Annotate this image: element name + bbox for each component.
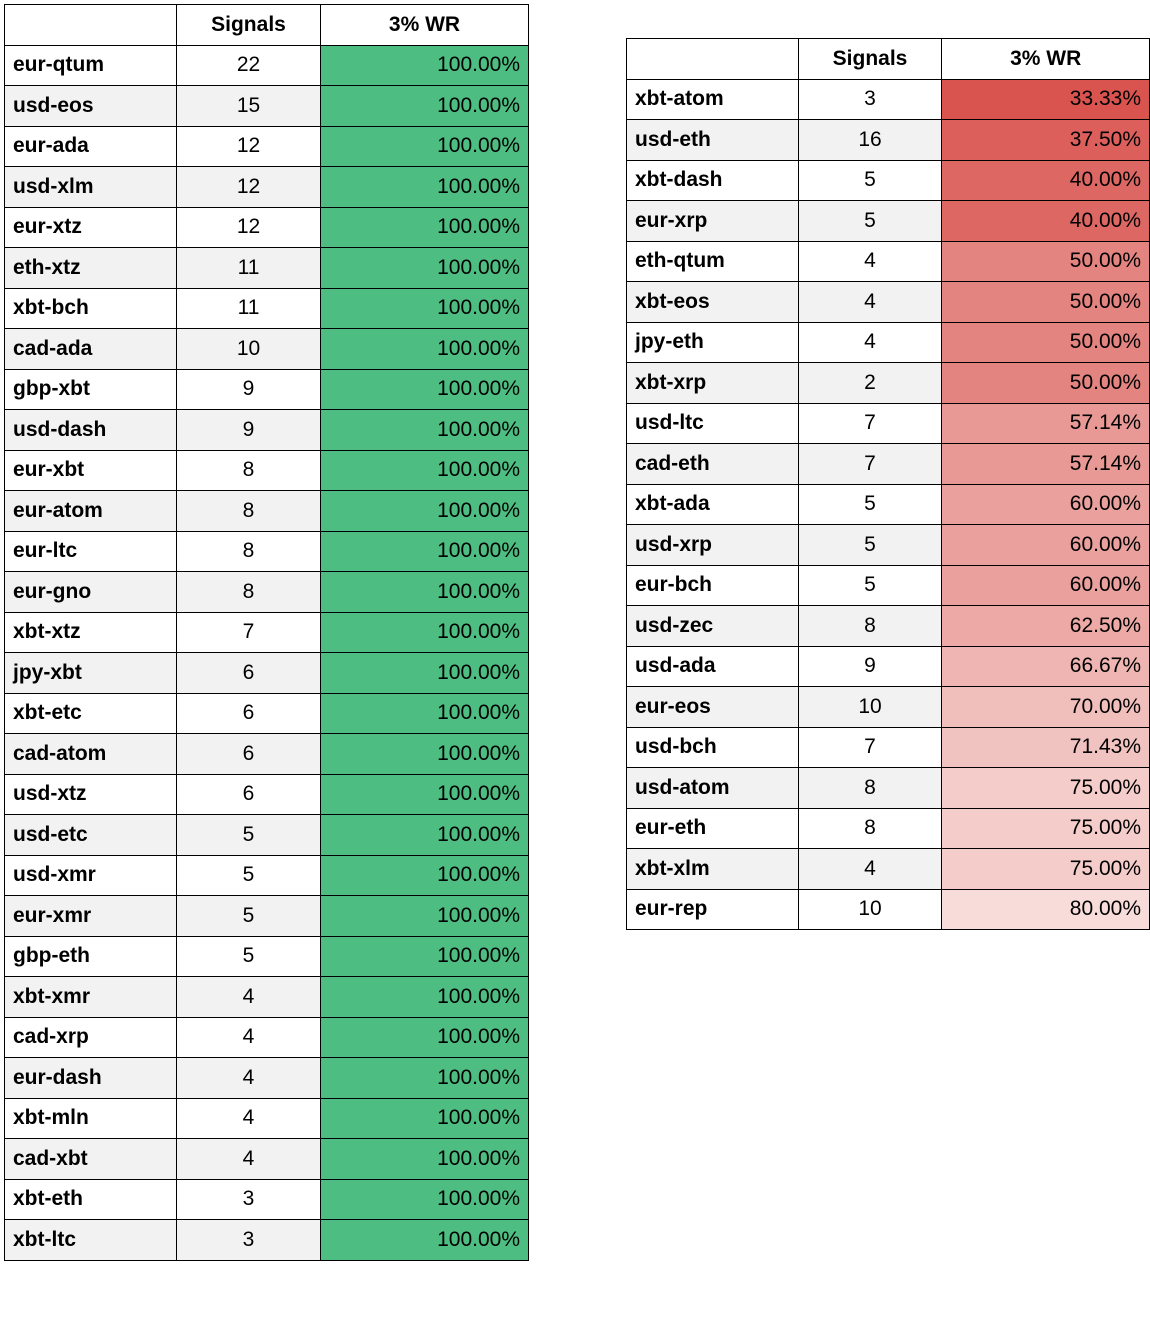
table-row <box>627 444 1150 485</box>
table-row <box>627 79 1150 120</box>
cell-signals: 5 <box>798 484 942 525</box>
cell-win-rate: 100.00% <box>321 855 529 896</box>
cell-pair: usd-ltc <box>627 403 799 444</box>
cell-signals: 11 <box>177 288 321 329</box>
cell-pair: cad-eth <box>627 444 799 485</box>
cell-win-rate: 75.00% <box>942 808 1150 849</box>
table-row <box>627 282 1150 323</box>
cell-pair: xbt-etc <box>5 693 177 734</box>
cell-pair: gbp-eth <box>5 936 177 977</box>
table-row <box>5 1179 529 1220</box>
cell-win-rate: 100.00% <box>321 936 529 977</box>
cell-signals: 6 <box>177 734 321 775</box>
table-row <box>627 646 1150 687</box>
table-row <box>5 734 529 775</box>
table-row <box>5 86 529 127</box>
table-row <box>5 896 529 937</box>
table-body <box>5 45 529 1260</box>
cell-win-rate: 100.00% <box>321 1058 529 1099</box>
cell-win-rate: 100.00% <box>321 1179 529 1220</box>
cell-pair: xbt-mln <box>5 1098 177 1139</box>
cell-pair: eur-atom <box>5 491 177 532</box>
cell-signals: 10 <box>177 329 321 370</box>
cell-pair: eur-eth <box>627 808 799 849</box>
cell-pair: eth-xtz <box>5 248 177 289</box>
cell-pair: cad-xrp <box>5 1017 177 1058</box>
cell-signals: 4 <box>798 282 942 323</box>
cell-pair: xbt-eos <box>627 282 799 323</box>
cell-signals: 5 <box>798 525 942 566</box>
cell-pair: eur-bch <box>627 565 799 606</box>
cell-pair: xbt-ada <box>627 484 799 525</box>
cell-pair: eur-eos <box>627 687 799 728</box>
table-row <box>5 572 529 613</box>
cell-pair: usd-eos <box>5 86 177 127</box>
cell-win-rate: 100.00% <box>321 167 529 208</box>
cell-pair: eur-ltc <box>5 531 177 572</box>
cell-signals: 12 <box>177 167 321 208</box>
cell-signals: 4 <box>798 849 942 890</box>
table-row <box>5 329 529 370</box>
cell-signals: 5 <box>798 201 942 242</box>
cell-signals: 7 <box>177 612 321 653</box>
cell-win-rate: 100.00% <box>321 612 529 653</box>
table-row <box>627 768 1150 809</box>
cell-signals: 8 <box>177 572 321 613</box>
cell-pair: eur-rep <box>627 889 799 930</box>
cell-pair: jpy-xbt <box>5 653 177 694</box>
cell-win-rate: 100.00% <box>321 248 529 289</box>
header-row <box>627 39 1150 80</box>
table-row <box>627 120 1150 161</box>
cell-win-rate: 100.00% <box>321 693 529 734</box>
table-row <box>627 525 1150 566</box>
cell-signals: 22 <box>177 45 321 86</box>
table-row <box>627 808 1150 849</box>
table-row <box>5 653 529 694</box>
cell-win-rate: 60.00% <box>942 525 1150 566</box>
cell-win-rate: 57.14% <box>942 403 1150 444</box>
cell-signals: 15 <box>177 86 321 127</box>
cell-signals: 2 <box>798 363 942 404</box>
cell-pair: usd-etc <box>5 815 177 856</box>
header-row <box>5 5 529 46</box>
table-header <box>627 39 1150 80</box>
cell-pair: cad-atom <box>5 734 177 775</box>
cell-signals: 5 <box>177 936 321 977</box>
cell-win-rate: 100.00% <box>321 288 529 329</box>
table-row <box>5 450 529 491</box>
cell-win-rate: 70.00% <box>942 687 1150 728</box>
cell-signals: 8 <box>798 768 942 809</box>
table-body <box>627 79 1150 930</box>
cell-pair: eur-gno <box>5 572 177 613</box>
cell-signals: 12 <box>177 126 321 167</box>
cell-signals: 7 <box>798 403 942 444</box>
column-header-signals: Signals <box>798 39 942 80</box>
cell-signals: 3 <box>177 1179 321 1220</box>
cell-pair: xbt-xtz <box>5 612 177 653</box>
cell-win-rate: 100.00% <box>321 126 529 167</box>
table-row <box>627 687 1150 728</box>
cell-win-rate: 100.00% <box>321 1017 529 1058</box>
cell-win-rate: 50.00% <box>942 363 1150 404</box>
cell-pair: xbt-xmr <box>5 977 177 1018</box>
table-row <box>5 612 529 653</box>
cell-signals: 3 <box>177 1220 321 1261</box>
table-row <box>627 160 1150 201</box>
cell-pair: eur-xtz <box>5 207 177 248</box>
table-row <box>5 491 529 532</box>
cell-win-rate: 100.00% <box>321 572 529 613</box>
cell-pair: usd-xrp <box>627 525 799 566</box>
table-row <box>5 1098 529 1139</box>
table-row <box>627 201 1150 242</box>
cell-pair: eur-dash <box>5 1058 177 1099</box>
cell-pair: usd-zec <box>627 606 799 647</box>
cell-win-rate: 100.00% <box>321 1139 529 1180</box>
cell-win-rate: 100.00% <box>321 774 529 815</box>
cell-win-rate: 50.00% <box>942 241 1150 282</box>
cell-signals: 3 <box>798 79 942 120</box>
cell-signals: 9 <box>798 646 942 687</box>
cell-pair: gbp-xbt <box>5 369 177 410</box>
cell-signals: 11 <box>177 248 321 289</box>
table-row <box>627 849 1150 890</box>
table-row <box>5 45 529 86</box>
cell-win-rate: 80.00% <box>942 889 1150 930</box>
cell-signals: 7 <box>798 444 942 485</box>
cell-pair: usd-xmr <box>5 855 177 896</box>
top-win-rate-table-container <box>4 4 529 1261</box>
cell-signals: 8 <box>177 491 321 532</box>
cell-signals: 9 <box>177 410 321 451</box>
cell-pair: usd-xlm <box>5 167 177 208</box>
table-row <box>5 248 529 289</box>
cell-win-rate: 60.00% <box>942 565 1150 606</box>
table-row <box>5 977 529 1018</box>
cell-pair: xbt-atom <box>627 79 799 120</box>
cell-signals: 8 <box>177 531 321 572</box>
cell-signals: 4 <box>177 1017 321 1058</box>
table-row <box>5 167 529 208</box>
column-header-pair <box>627 39 799 80</box>
cell-signals: 10 <box>798 889 942 930</box>
table-header <box>5 5 529 46</box>
cell-pair: usd-bch <box>627 727 799 768</box>
cell-win-rate: 50.00% <box>942 322 1150 363</box>
cell-signals: 4 <box>177 1139 321 1180</box>
table-row <box>5 369 529 410</box>
cell-signals: 7 <box>798 727 942 768</box>
cell-signals: 6 <box>177 693 321 734</box>
cell-signals: 5 <box>798 160 942 201</box>
cell-win-rate: 100.00% <box>321 45 529 86</box>
cell-pair: eur-xrp <box>627 201 799 242</box>
cell-win-rate: 60.00% <box>942 484 1150 525</box>
table-row <box>5 815 529 856</box>
table-row <box>5 936 529 977</box>
table-row <box>5 774 529 815</box>
cell-win-rate: 66.67% <box>942 646 1150 687</box>
low-win-rate-table-container <box>626 38 1150 930</box>
cell-signals: 4 <box>798 322 942 363</box>
cell-win-rate: 100.00% <box>321 1098 529 1139</box>
column-header-signals: Signals <box>177 5 321 46</box>
cell-win-rate: 100.00% <box>321 491 529 532</box>
top-win-rate-table <box>4 4 529 1261</box>
cell-win-rate: 100.00% <box>321 1220 529 1261</box>
cell-pair: usd-eth <box>627 120 799 161</box>
cell-win-rate: 75.00% <box>942 768 1150 809</box>
table-row <box>627 727 1150 768</box>
cell-win-rate: 37.50% <box>942 120 1150 161</box>
cell-signals: 4 <box>177 1098 321 1139</box>
table-row <box>627 241 1150 282</box>
table-row <box>627 484 1150 525</box>
cell-pair: eur-qtum <box>5 45 177 86</box>
cell-signals: 6 <box>177 653 321 694</box>
cell-pair: cad-xbt <box>5 1139 177 1180</box>
cell-signals: 5 <box>798 565 942 606</box>
cell-signals: 8 <box>177 450 321 491</box>
cell-pair: eur-ada <box>5 126 177 167</box>
cell-win-rate: 100.00% <box>321 896 529 937</box>
table-row <box>5 1139 529 1180</box>
cell-pair: xbt-eth <box>5 1179 177 1220</box>
cell-pair: usd-dash <box>5 410 177 451</box>
cell-signals: 12 <box>177 207 321 248</box>
cell-win-rate: 100.00% <box>321 450 529 491</box>
table-row <box>5 207 529 248</box>
cell-pair: xbt-dash <box>627 160 799 201</box>
cell-pair: xbt-bch <box>5 288 177 329</box>
table-row <box>5 1220 529 1261</box>
low-win-rate-table <box>626 38 1150 930</box>
cell-signals: 8 <box>798 808 942 849</box>
table-row <box>5 126 529 167</box>
table-row <box>5 1017 529 1058</box>
cell-win-rate: 57.14% <box>942 444 1150 485</box>
cell-pair: xbt-xlm <box>627 849 799 890</box>
cell-win-rate: 100.00% <box>321 329 529 370</box>
cell-pair: xbt-xrp <box>627 363 799 404</box>
cell-signals: 5 <box>177 855 321 896</box>
cell-win-rate: 100.00% <box>321 734 529 775</box>
cell-signals: 9 <box>177 369 321 410</box>
cell-signals: 4 <box>798 241 942 282</box>
cell-win-rate: 50.00% <box>942 282 1150 323</box>
cell-pair: usd-xtz <box>5 774 177 815</box>
cell-pair: usd-ada <box>627 646 799 687</box>
cell-signals: 5 <box>177 815 321 856</box>
table-row <box>5 531 529 572</box>
cell-signals: 4 <box>177 977 321 1018</box>
cell-win-rate: 100.00% <box>321 207 529 248</box>
table-row <box>627 565 1150 606</box>
table-row <box>627 363 1150 404</box>
cell-pair: jpy-eth <box>627 322 799 363</box>
cell-signals: 6 <box>177 774 321 815</box>
cell-win-rate: 100.00% <box>321 815 529 856</box>
table-row <box>627 322 1150 363</box>
cell-win-rate: 100.00% <box>321 653 529 694</box>
cell-win-rate: 33.33% <box>942 79 1150 120</box>
cell-win-rate: 100.00% <box>321 531 529 572</box>
table-row <box>5 288 529 329</box>
column-header-wr: 3% WR <box>321 5 529 46</box>
table-row <box>5 855 529 896</box>
cell-pair: xbt-ltc <box>5 1220 177 1261</box>
cell-signals: 5 <box>177 896 321 937</box>
table-row <box>627 889 1150 930</box>
cell-win-rate: 62.50% <box>942 606 1150 647</box>
table-row <box>627 606 1150 647</box>
cell-signals: 16 <box>798 120 942 161</box>
cell-win-rate: 100.00% <box>321 86 529 127</box>
column-header-wr: 3% WR <box>942 39 1150 80</box>
cell-win-rate: 40.00% <box>942 160 1150 201</box>
cell-pair: usd-atom <box>627 768 799 809</box>
table-row <box>5 1058 529 1099</box>
cell-signals: 4 <box>177 1058 321 1099</box>
cell-pair: eur-xmr <box>5 896 177 937</box>
cell-win-rate: 40.00% <box>942 201 1150 242</box>
column-header-pair <box>5 5 177 46</box>
cell-win-rate: 100.00% <box>321 369 529 410</box>
table-row <box>5 410 529 451</box>
cell-win-rate: 75.00% <box>942 849 1150 890</box>
table-row <box>5 693 529 734</box>
cell-pair: cad-ada <box>5 329 177 370</box>
cell-signals: 10 <box>798 687 942 728</box>
table-row <box>627 403 1150 444</box>
cell-win-rate: 100.00% <box>321 410 529 451</box>
cell-win-rate: 100.00% <box>321 977 529 1018</box>
cell-pair: eur-xbt <box>5 450 177 491</box>
cell-win-rate: 71.43% <box>942 727 1150 768</box>
cell-signals: 8 <box>798 606 942 647</box>
cell-pair: eth-qtum <box>627 241 799 282</box>
